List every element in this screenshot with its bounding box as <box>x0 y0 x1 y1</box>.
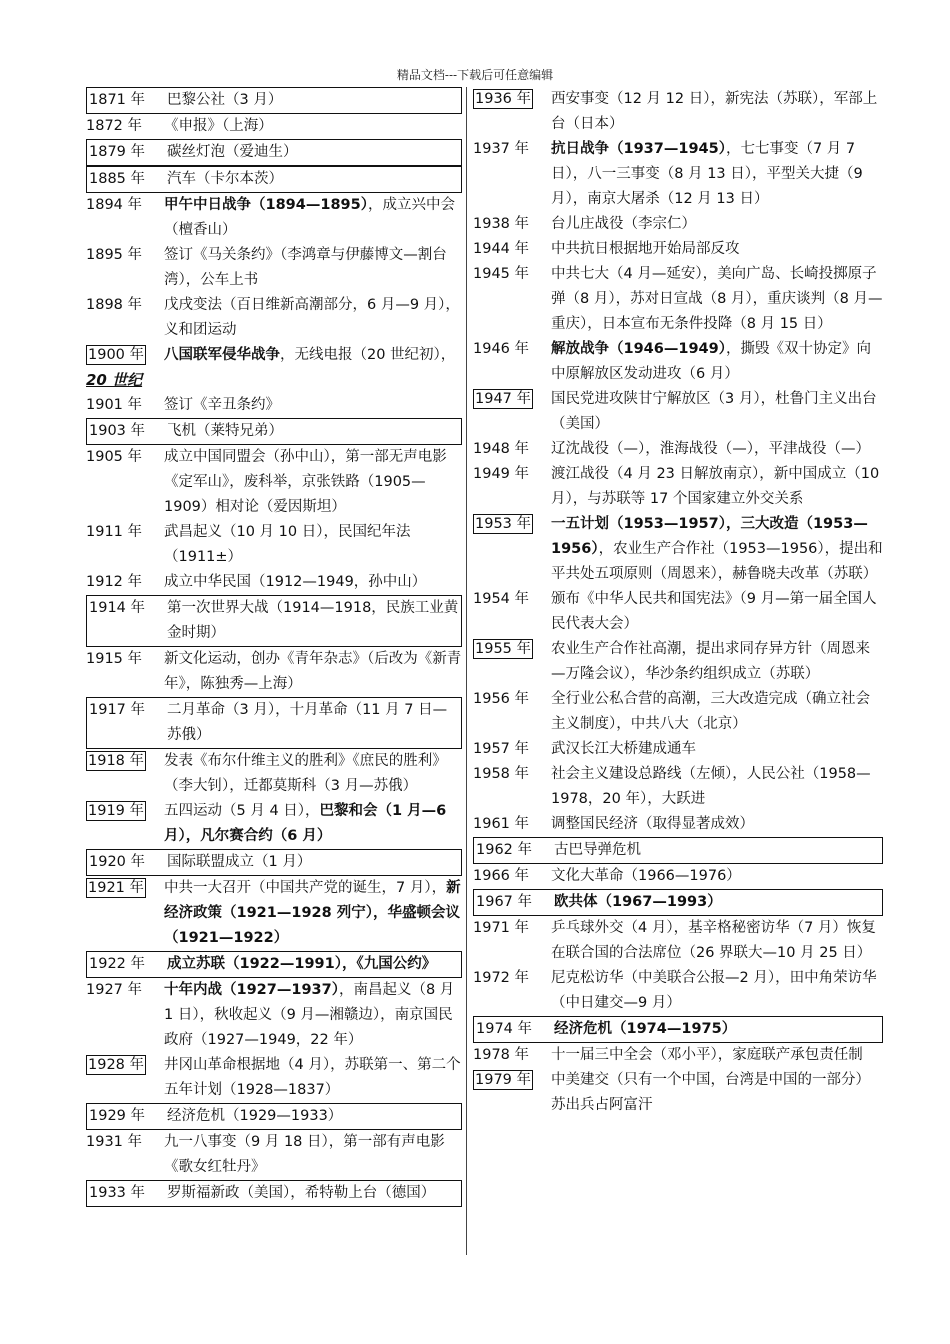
right-column <box>473 87 883 1118</box>
entry-text: 辽沈战役（—），淮海战役（—），平津战役（—） <box>551 441 870 457</box>
entry-year: 1933 年 <box>89 1185 146 1201</box>
entry-year: 1895 年 <box>86 247 143 263</box>
timeline-entry <box>473 1016 883 1043</box>
timeline-entry <box>473 1043 883 1068</box>
timeline-entry <box>86 1103 462 1130</box>
entry-text: 巴黎公社（3 月） <box>167 92 283 108</box>
entry-year: 1919 年 <box>88 803 145 819</box>
timeline-entry <box>86 445 462 520</box>
entry-year: 1920 年 <box>89 854 146 870</box>
timeline-entry <box>86 418 462 445</box>
entry-year: 1905 年 <box>86 449 143 465</box>
timeline-entry <box>473 137 883 212</box>
timeline-entry <box>86 697 462 749</box>
entry-year: 1966 年 <box>473 868 530 884</box>
entry-year: 1948 年 <box>473 441 530 457</box>
entry-text: 汽车（卡尔本茨） <box>167 171 283 187</box>
timeline-entry <box>86 393 462 418</box>
timeline-entry <box>473 437 883 462</box>
timeline-entry <box>86 1130 462 1180</box>
entry-text: 八国联军侵华战争，无线电报（20 世纪初）， <box>164 347 456 363</box>
timeline-entry <box>86 139 462 166</box>
entry-text: 井冈山革命根据地（4 月），苏联第一、第二个五年计划（1928—1837） <box>164 1057 461 1098</box>
entry-year: 1945 年 <box>473 266 530 282</box>
timeline-entry <box>473 687 883 737</box>
entry-text: 新文化运动，创办《青年杂志》（后改为《新青年》，陈独秀—上海） <box>164 651 462 692</box>
timeline-entry <box>473 87 883 137</box>
entry-year: 1953 年 <box>475 516 532 532</box>
entry-year: 1903 年 <box>89 423 146 439</box>
timeline-entry <box>473 966 883 1016</box>
entry-text: 一五计划（1953—1957），三大改造（1953—1956），农业生产合作社（1953—1956），提出和平共处五项原则（周恩来），赫鲁晓夫改革（苏联） <box>551 516 883 582</box>
column-divider <box>466 87 467 1255</box>
entry-text: 颁布《中华人民共和国宪法》（9 月—第一届全国人民代表大会） <box>551 591 877 632</box>
entry-year: 1912 年 <box>86 574 143 590</box>
timeline-entry <box>86 849 462 876</box>
timeline-entry <box>473 837 883 864</box>
timeline-entry <box>86 87 462 114</box>
entry-text: 十一届三中全会（邓小平），家庭联产承包责任制 <box>551 1047 863 1063</box>
entry-text: 第一次世界大战（1914—1918，民族工业黄金时期） <box>167 600 459 641</box>
timeline-entry <box>86 166 462 193</box>
entry-year: 1936 年 <box>475 91 532 107</box>
entry-text: 中美建交（只有一个中国，台湾是中国的一部分）苏出兵占阿富汗 <box>551 1072 870 1113</box>
timeline-entry <box>473 212 883 237</box>
entry-text: 中共七大（4 月—延安），美向广岛、长崎投掷原子弹（8 月），苏对日宣战（8 月），重庆谈判（8 月—重庆），日本宣布无条件投降（8 月 15 日） <box>551 266 883 332</box>
entry-text: 西安事变（12 月 12 日），新宪法（苏联），军部上台（日本） <box>551 91 878 132</box>
entry-text: 《申报》（上海） <box>164 118 273 134</box>
entry-year: 1978 年 <box>473 1047 530 1063</box>
century-heading: 20 世纪 <box>86 371 143 389</box>
timeline-entry <box>86 595 462 647</box>
entry-year: 1971 年 <box>473 920 530 936</box>
entry-text: 中共抗日根据地开始局部反攻 <box>551 241 740 257</box>
entry-year: 1898 年 <box>86 297 143 313</box>
entry-year: 1967 年 <box>476 894 533 910</box>
entry-year: 1914 年 <box>89 600 146 616</box>
entry-year: 1894 年 <box>86 197 143 213</box>
timeline-entry <box>86 114 462 139</box>
entry-text: 甲午中日战争（1894—1895），成立兴中会（檀香山） <box>164 197 455 238</box>
timeline-entry <box>473 237 883 262</box>
entry-text: 尼克松访华（中美联合公报—2 月），田中角荣访华（中日建交—9 月） <box>551 970 877 1011</box>
entry-text: 九一八事变（9 月 18 日），第一部有声电影《歌女红牡丹》 <box>164 1134 445 1175</box>
entry-text: 调整国民经济（取得显著成效） <box>551 816 754 832</box>
timeline-entry <box>473 512 883 587</box>
entry-year: 1911 年 <box>86 524 143 540</box>
left-column <box>86 87 462 1207</box>
timeline-entry <box>473 637 883 687</box>
entry-year: 1947 年 <box>475 391 532 407</box>
timeline-entry <box>86 647 462 697</box>
timeline-entry <box>473 864 883 889</box>
entry-text: 成立中华民国（1912—1949，孙中山） <box>164 574 427 590</box>
entry-text: 戊戌变法（百日维新高潮部分，6 月—9 月），义和团运动 <box>164 297 460 338</box>
entry-year: 1915 年 <box>86 651 143 667</box>
timeline-entry <box>473 462 883 512</box>
timeline-entry <box>86 243 462 293</box>
timeline-entry <box>473 737 883 762</box>
entry-year: 1900 年 <box>88 347 145 363</box>
entry-year: 1979 年 <box>475 1072 532 1088</box>
page-header: 精品文档---下载后可任意编辑 <box>396 68 554 82</box>
entry-year: 1922 年 <box>89 956 146 972</box>
timeline-entry <box>473 387 883 437</box>
entry-year: 1956 年 <box>473 691 530 707</box>
entry-year: 1927 年 <box>86 982 143 998</box>
entry-year: 1928 年 <box>88 1057 145 1073</box>
entry-text: 中共一大召开（中国共产党的诞生，7 月），新经济政策（1921—1928 列宁），华盛顿会议（1921—1922） <box>164 880 461 946</box>
entry-text: 成立苏联（1922—1991），《九国公约》 <box>167 956 437 972</box>
entry-year: 1944 年 <box>473 241 530 257</box>
entry-year: 1958 年 <box>473 766 530 782</box>
timeline-entry <box>473 1068 883 1118</box>
entry-text: 成立中国同盟会（孙中山），第一部无声电影《定军山》，废科举，京张铁路（1905—1909）相对论（爱因斯坦） <box>164 449 447 515</box>
timeline-entry <box>86 749 462 799</box>
timeline-entry <box>473 889 883 916</box>
timeline-entry <box>86 978 462 1053</box>
timeline-entry <box>86 876 462 951</box>
entry-year: 1946 年 <box>473 341 530 357</box>
entry-text: 签订《马关条约》（李鸿章与伊藤博文—割台湾），公车上书 <box>164 247 447 288</box>
entry-year: 1921 年 <box>88 880 145 896</box>
entry-text: 国际联盟成立（1 月） <box>167 854 312 870</box>
entry-text: 碳丝灯泡（爱迪生） <box>167 144 298 160</box>
entry-year: 1937 年 <box>473 141 530 157</box>
entry-year: 1955 年 <box>475 641 532 657</box>
timeline-entry <box>86 1180 462 1207</box>
entry-year: 1961 年 <box>473 816 530 832</box>
timeline-entry <box>86 1053 462 1103</box>
entry-text: 罗斯福新政（美国），希特勒上台（德国） <box>167 1185 436 1201</box>
entry-text: 经济危机（1974—1975） <box>554 1021 737 1037</box>
entry-text: 五四运动（5 月 4 日），巴黎和会（1 月—6 月），凡尔赛合约（6 月） <box>164 803 447 844</box>
entry-year: 1957 年 <box>473 741 530 757</box>
entry-text: 欧共体（1967—1993） <box>554 894 722 910</box>
entry-year: 1901 年 <box>86 397 143 413</box>
entry-year: 1962 年 <box>476 842 533 858</box>
entry-text: 十年内战（1927—1937），南昌起义（8 月 1 日），秋收起义（9 月—湘赣边），南京国民政府（1927—1949，22 年） <box>164 982 455 1048</box>
entry-text: 社会主义建设总路线（左倾），人民公社（1958—1978，20 年），大跃进 <box>551 766 871 807</box>
timeline-entry <box>473 337 883 387</box>
entry-text: 全行业公私合营的高潮，三大改造完成（确立社会主义制度），中共八大（北京） <box>551 691 870 732</box>
entry-text: 乒乓球外交（4 月），基辛格秘密访华（7 月）恢复在联合国的合法席位（26 界联大—10 月 25 日） <box>551 920 876 961</box>
timeline-entry <box>473 262 883 337</box>
entry-year: 1949 年 <box>473 466 530 482</box>
entry-text: 经济危机（1929—1933） <box>167 1108 343 1124</box>
timeline-entry <box>473 587 883 637</box>
entry-year: 1871 年 <box>89 92 146 108</box>
entry-year: 1929 年 <box>89 1108 146 1124</box>
entry-year: 1938 年 <box>473 216 530 232</box>
timeline-entry <box>473 812 883 837</box>
timeline-entry <box>473 762 883 812</box>
timeline-entry <box>86 799 462 849</box>
entry-year: 1879 年 <box>89 144 146 160</box>
entry-text: 文化大革命（1966—1976） <box>551 868 741 884</box>
timeline-entry <box>86 951 462 978</box>
timeline-entry <box>86 193 462 243</box>
entry-text: 签订《辛丑条约》 <box>164 397 280 413</box>
entry-text: 渡江战役（4 月 23 日解放南京），新中国成立（10 月），与苏联等 17 个国家建立外交关系 <box>551 466 880 507</box>
timeline-entry <box>86 520 462 570</box>
entry-year: 1918 年 <box>88 753 145 769</box>
entry-text: 台儿庄战役（李宗仁） <box>551 216 696 232</box>
entry-text: 农业生产合作社高潮，提出求同存异方针（周恩来—万隆会议），华沙条约组织成立（苏联） <box>551 641 870 682</box>
entry-text: 古巴导弹危机 <box>554 842 641 858</box>
timeline-entry <box>86 343 462 368</box>
entry-year: 1974 年 <box>476 1021 533 1037</box>
entry-text: 发表《布尔什维主义的胜利》《庶民的胜利》（李大钊），迁都莫斯科（3 月—苏俄） <box>164 753 447 794</box>
timeline-entry <box>86 293 462 343</box>
entry-year: 1931 年 <box>86 1134 143 1150</box>
entry-year: 1917 年 <box>89 702 146 718</box>
entry-text: 二月革命（3 月），十月革命（11 月 7 日—苏俄） <box>167 702 448 743</box>
entry-text: 抗日战争（1937—1945），七七事变（7 月 7 日），八一三事变（8 月 13 日），平型关大捷（9 月），南京大屠杀（12 月 13 日） <box>551 141 863 207</box>
entry-year: 1885 年 <box>89 171 146 187</box>
entry-text: 国民党进攻陕甘宁解放区（3 月），杜鲁门主义出台（美国） <box>551 391 877 432</box>
timeline-entry <box>473 916 883 966</box>
timeline-entry <box>86 570 462 595</box>
entry-text: 解放战争（1946—1949），撕毁《双十协定》向中原解放区发动进攻（6 月） <box>551 341 871 382</box>
entry-text: 武汉长江大桥建成通车 <box>551 741 696 757</box>
entry-text: 武昌起义（10 月 10 日），民国纪年法（1911±） <box>164 524 411 565</box>
entry-year: 1954 年 <box>473 591 530 607</box>
entry-text: 飞机（莱特兄弟） <box>167 423 283 439</box>
entry-year: 1972 年 <box>473 970 530 986</box>
entry-year: 1872 年 <box>86 118 143 134</box>
